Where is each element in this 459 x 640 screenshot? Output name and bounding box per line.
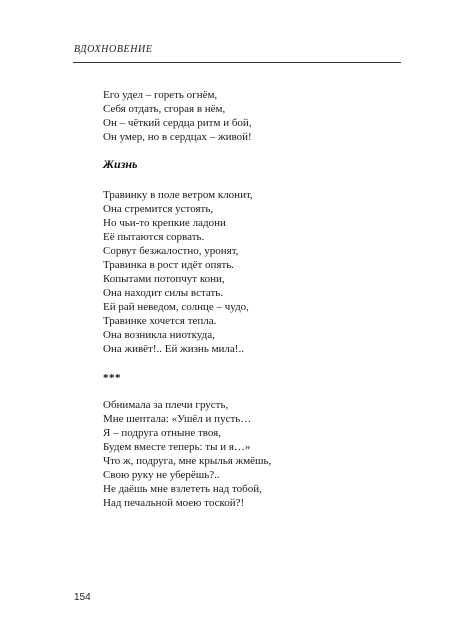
verse-line: Она находит силы встать.	[103, 287, 224, 299]
section-asterisks: ***	[103, 372, 121, 384]
verse-line: Он умер, но в сердцах – живой!	[103, 131, 252, 143]
running-head: ВДОХНОВЕНИЕ	[74, 44, 153, 55]
verse-line: Травинка в рост идёт опять.	[103, 259, 235, 271]
verse-line: Он – чёткий сердца ритм и бой,	[103, 117, 252, 129]
verse-line: Она возникла ниоткуда,	[103, 329, 215, 341]
verse-line: Она стремится устоять,	[103, 203, 214, 215]
verse-line: Над печальной моею тоской?!	[103, 497, 245, 509]
verse-line: Травинке хочется тепла.	[103, 315, 217, 327]
verse-line: Не даёшь мне взлететь над тобой,	[103, 483, 262, 495]
header-rule	[73, 62, 401, 63]
stanza-continued	[103, 88, 252, 144]
verse-line: Я – подруга отныне твоя,	[103, 427, 221, 439]
verse-line: Её пытаются сорвать.	[103, 231, 205, 243]
verse-line: Его удел – гореть огнём,	[103, 89, 218, 101]
verse-line: Себя отдать, сгорая в нём,	[103, 103, 226, 115]
verse-line: Обнимала за плечи грусть,	[103, 399, 229, 411]
poem-title: Жизнь	[103, 157, 138, 171]
verse-line: Травинку в поле ветром клонит,	[103, 189, 253, 201]
verse-line: Свою руку не уберёшь?..	[103, 469, 220, 481]
verse-line: Она живёт!.. Ей жизнь мила!..	[103, 343, 244, 355]
verse-line: Ей рай неведом, солнце – чудо,	[103, 301, 249, 313]
poem-untitled-body	[103, 398, 271, 510]
page-number: 154	[74, 592, 91, 603]
verse-line: Копытами потопчут кони,	[103, 273, 225, 285]
verse-line: Будем вместе теперь: ты и я…»	[103, 441, 251, 453]
poem-zhizn-body	[103, 188, 253, 356]
verse-line: Но чьи-то крепкие ладони	[103, 217, 226, 229]
verse-line: Что ж, подруга, мне крылья жмёшь,	[103, 455, 272, 467]
verse-line: Сорвут безжалостно, уронят,	[103, 245, 239, 257]
verse-line: Мне шептала: «Ушёл и пусть…	[103, 413, 252, 425]
